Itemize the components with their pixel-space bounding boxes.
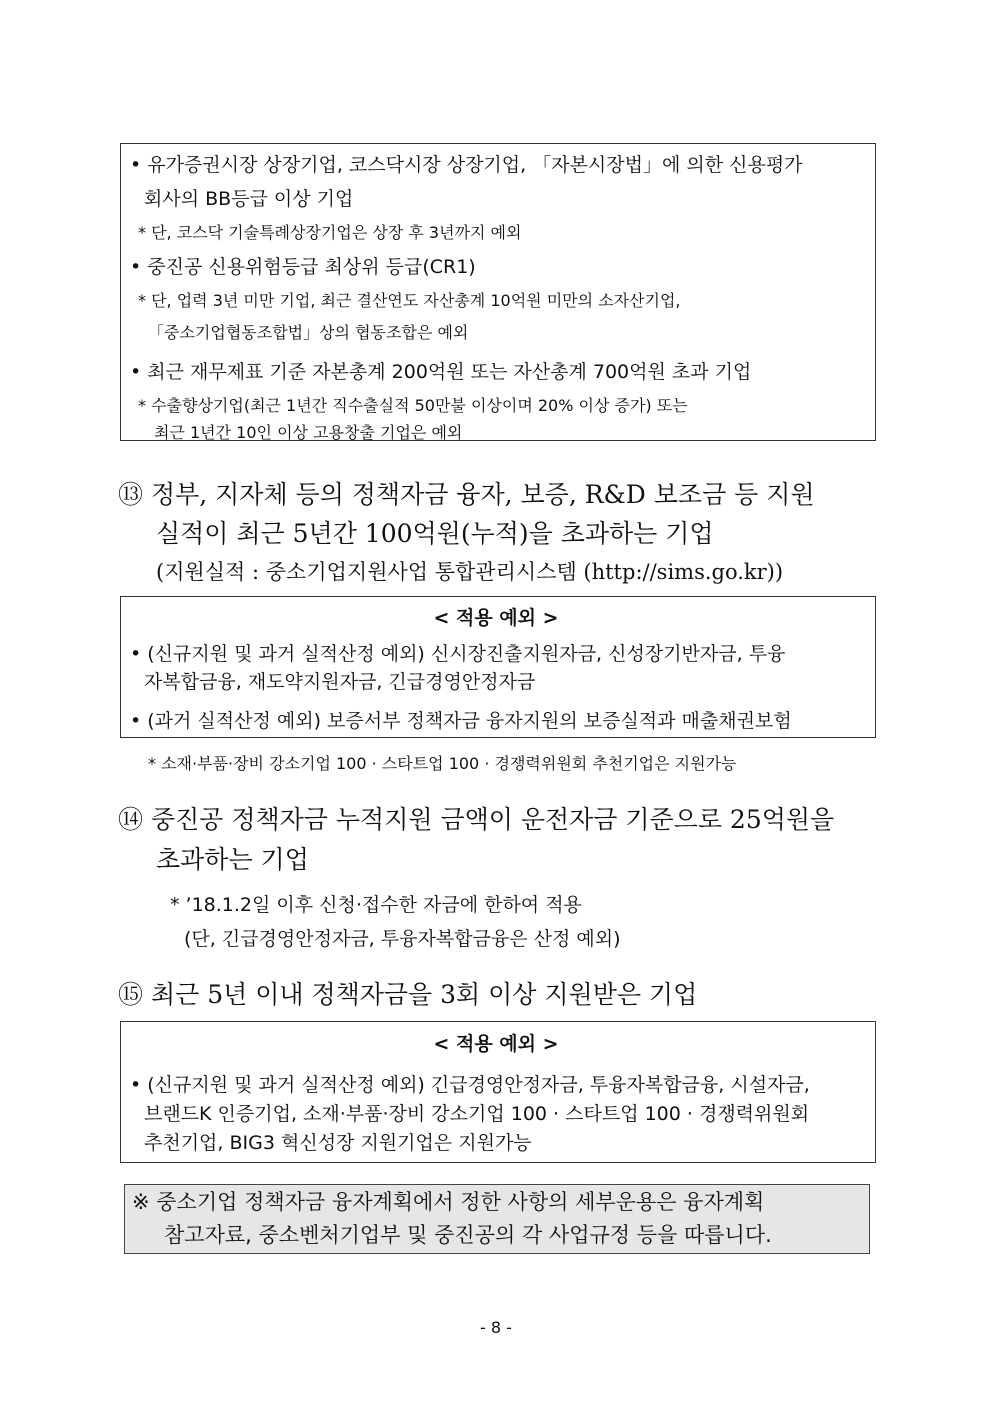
item-15-exception-title: < 적용 예외 >	[433, 1033, 559, 1055]
item-14-note1: * ’18.1.2일 이후 신청·접수한 자금에 한하여 적용	[170, 894, 582, 916]
note-credit-exception-a: * 단, 업력 3년 미만 기업, 최근 결산연도 자산총계 10억원 미만의 소자산기업,	[138, 291, 681, 310]
bullet-financial-size: • 최근 재무제표 기준 자본총계 200억원 또는 자산총계 700억원 초과 기업	[130, 361, 752, 383]
note-export-exception-b: 최근 1년간 10인 이상 고용창출 기업은 예외	[154, 423, 463, 442]
item-13-exception-line1: • (신규지원 및 과거 실적산정 예외) 신시장진출지원자금, 신성장기반자금, 투융	[130, 643, 786, 665]
item-13-heading-cont: 실적이 최근 5년간 100억원(누적)을 초과하는 기업	[156, 519, 714, 548]
item-15-heading: ⑮ 최근 5년 이내 정책자금을 3회 이상 지원받은 기업	[118, 980, 698, 1009]
bullet-credit-grade: • 중진공 신용위험등급 최상위 등급(CR1)	[130, 256, 476, 278]
bullet-listed-companies-cont: 회사의 BB등급 이상 기업	[144, 188, 354, 210]
note-kosdaq-exception: * 단, 코스닥 기술특례상장기업은 상장 후 3년까지 예외	[138, 223, 522, 242]
item-15-exception-line3: 추천기업, BIG3 혁신성장 지원기업은 지원가능	[144, 1132, 532, 1154]
item-13-exception-title: < 적용 예외 >	[433, 607, 559, 629]
bullet-listed-companies: • 유가증권시장 상장기업, 코스닥시장 상장기업, 「자본시장법」에 의한 신용평가	[130, 154, 803, 176]
page-number: - 8 -	[480, 1318, 512, 1337]
footer-note-line2: 참고자료, 중소벤처기업부 및 중진공의 각 사업규정 등을 따릅니다.	[164, 1223, 772, 1247]
note-credit-exception-b: 「중소기업협동조합법」상의 협동조합은 예외	[148, 323, 469, 342]
item-13-heading: ⑬ 정부, 지자체 등의 정책자금 융자, 보증, R&D 보조금 등 지원	[118, 480, 815, 509]
note-export-exception-a: * 수출향상기업(최근 1년간 직수출실적 50만불 이상이며 20% 이상 증가) 또는	[138, 396, 688, 415]
footer-note-line1: ※ 중소기업 정책자금 융자계획에서 정한 사항의 세부운용은 융자계획	[132, 1190, 765, 1214]
item-15-exception-line2: 브랜드K 인증기업, 소재·부품·장비 강소기업 100 · 스타트업 100 · 경쟁력위원회	[144, 1103, 810, 1125]
item-15-exception-line1: • (신규지원 및 과거 실적산정 예외) 긴급경영안정자금, 투융자복합금융, 시설자금,	[130, 1074, 810, 1096]
item-13-exception-line3: • (과거 실적산정 예외) 보증서부 정책자금 융자지원의 보증실적과 매출채권보험	[130, 710, 792, 732]
item-13-exception-line2: 자복합금융, 재도약지원자금, 긴급경영안정자금	[144, 671, 536, 693]
item-14-heading-cont: 초과하는 기업	[156, 845, 309, 874]
item-14-heading: ⑭ 중진공 정책자금 누적지원 금액이 운전자금 기준으로 25억원을	[118, 805, 835, 834]
item-14-note2: (단, 긴급경영안정자금, 투융자복합금융은 산정 예외)	[184, 928, 621, 950]
item-13-source: (지원실적 : 중소기업지원사업 통합관리시스템 (http://sims.go.kr))	[156, 560, 784, 584]
item-13-note: * 소재·부품·장비 강소기업 100 · 스타트업 100 · 경쟁력위원회 추천기업은 지원가능	[148, 754, 737, 773]
